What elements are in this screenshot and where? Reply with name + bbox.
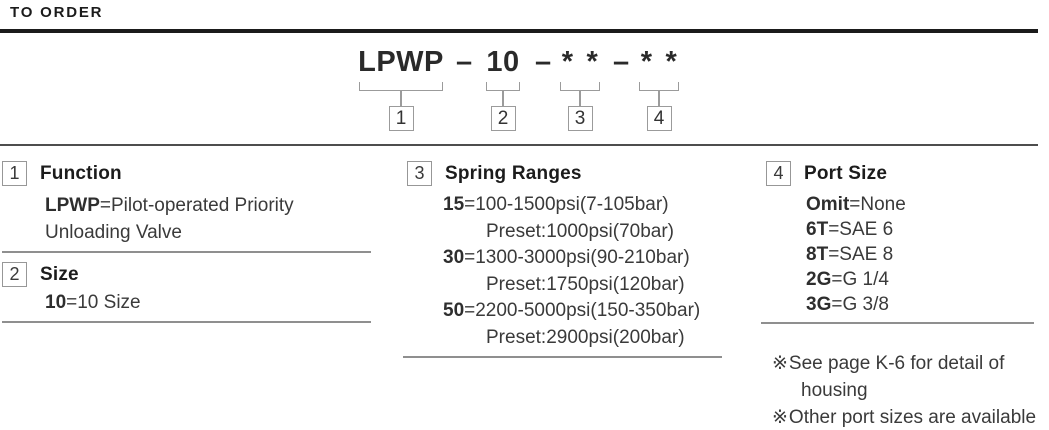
spring-row-3-range <box>403 298 722 325</box>
spring-row-1-range <box>403 192 722 219</box>
note-housing-line-2: housing <box>801 380 868 401</box>
asterisk-icon: * <box>561 46 574 78</box>
spring-range-50: =2200-5000psi(150-350bar) <box>464 300 701 321</box>
function-code: LPWP <box>45 195 100 216</box>
spring-row-3-preset: Preset:2900psi(200bar) <box>486 326 685 348</box>
port-code-omit: Omit <box>806 194 850 215</box>
section-title-port: Port Size <box>804 162 888 184</box>
asterisk-icon: * <box>665 46 678 78</box>
section-size-body <box>2 290 371 316</box>
bracket-stem-2 <box>502 91 504 106</box>
function-line-2: Unloading Valve <box>45 222 182 243</box>
reference-mark-icon: ※ <box>772 353 788 374</box>
section-function-body <box>2 192 371 246</box>
section-title-function: Function <box>40 162 122 184</box>
note-other-ports-text: Other port sizes are available <box>788 407 1037 428</box>
code-stars-spring <box>562 47 599 77</box>
code-ref-number-3: 3 <box>574 107 586 129</box>
column-function-size <box>2 161 371 323</box>
note-housing-text: See page K-6 for detail of <box>788 353 1005 374</box>
port-row-8t <box>806 242 1034 267</box>
section-size-header <box>2 262 371 287</box>
code-ref-number-2: 2 <box>497 107 509 129</box>
asterisk-icon: * <box>586 46 599 78</box>
spring-row-1-preset: Preset:1000psi(70bar) <box>486 220 674 242</box>
code-segment-spring <box>560 47 600 131</box>
section-number-3: 3 <box>414 163 425 183</box>
section-spring-header <box>403 161 722 186</box>
notes <box>761 350 1037 430</box>
section-number-box-4 <box>766 161 791 186</box>
size-desc: =10 Size <box>66 292 141 313</box>
spring-range-30: =1300-3000psi(90-210bar) <box>464 247 690 268</box>
port-row-3g <box>806 292 1034 317</box>
bracket-stem-4 <box>658 91 660 106</box>
code-ref-box-2 <box>491 106 516 131</box>
code-dash-2: – <box>535 46 552 78</box>
code-segment-size <box>486 47 520 131</box>
section-number-4: 4 <box>773 163 784 183</box>
bracket-stem-1 <box>400 91 402 106</box>
section-number-2: 2 <box>9 264 20 284</box>
section-port-size <box>761 161 1034 324</box>
code-ref-box-3 <box>568 106 593 131</box>
bracket-stem-3 <box>579 91 581 106</box>
port-desc-3g: =G 3/8 <box>831 294 889 315</box>
code-segment-port <box>639 47 679 131</box>
code-ref-number-4: 4 <box>653 107 665 129</box>
section-function-header <box>2 161 371 186</box>
note-other-ports <box>772 404 1037 430</box>
code-size: 10 <box>486 46 520 78</box>
code-dash-3: – <box>613 46 630 78</box>
spring-code-30: 30 <box>443 247 465 268</box>
model-code-diagram <box>0 47 1049 137</box>
port-code-2g: 2G <box>806 269 832 290</box>
reference-mark-icon: ※ <box>772 407 788 428</box>
port-row-6t <box>806 217 1034 242</box>
function-line-1 <box>45 192 371 219</box>
note-housing-line-1 <box>772 350 1034 377</box>
port-code-8t: 8T <box>806 244 829 265</box>
note-housing <box>772 350 1034 404</box>
code-ref-box-4 <box>647 106 672 131</box>
note-other-ports-line <box>772 404 1037 430</box>
code-stars-port <box>641 47 678 77</box>
port-desc-6t: =SAE 6 <box>828 219 894 240</box>
spring-code-15: 15 <box>443 194 465 215</box>
code-dash-1: – <box>456 46 473 78</box>
section-title-size: Size <box>40 263 79 285</box>
header-rule <box>0 29 1038 33</box>
section-divider-rule <box>0 144 1038 146</box>
bracket-line-4 <box>639 82 679 91</box>
port-desc-omit: =None <box>849 194 906 215</box>
section-number-box-2 <box>2 262 27 287</box>
section-size <box>2 262 371 323</box>
page-title: TO ORDER <box>10 4 104 21</box>
section-port-header <box>761 161 1034 186</box>
port-desc-8t: =SAE 8 <box>828 244 894 265</box>
bracket-line-1 <box>359 82 443 91</box>
spring-range-15: =100-1500psi(7-105bar) <box>464 194 669 215</box>
spring-row-2-range <box>403 245 722 272</box>
section-number-1: 1 <box>9 163 20 183</box>
section-number-box-1 <box>2 161 27 186</box>
port-desc-2g: =G 1/4 <box>831 269 889 290</box>
code-prefix: LPWP <box>358 46 444 78</box>
port-code-3g: 3G <box>806 294 832 315</box>
function-desc: =Pilot-operated Priority <box>99 195 294 216</box>
section-number-box-3 <box>407 161 432 186</box>
port-code-6t: 6T <box>806 219 829 240</box>
size-code: 10 <box>45 292 67 313</box>
size-line-1 <box>45 290 371 316</box>
column-spring-ranges <box>403 161 722 358</box>
asterisk-icon: * <box>640 46 653 78</box>
column-port-size <box>761 161 1037 430</box>
section-spring-ranges <box>403 161 722 358</box>
port-row-omit <box>806 192 1034 217</box>
section-function <box>2 161 371 253</box>
code-ref-box-1 <box>389 106 414 131</box>
spring-row-2-preset: Preset:1750psi(120bar) <box>486 273 685 295</box>
bracket-line-3 <box>560 82 600 91</box>
section-port-body <box>761 192 1034 317</box>
port-row-2g <box>806 267 1034 292</box>
bracket-line-2 <box>486 82 520 91</box>
section-spring-body <box>403 192 722 351</box>
spring-code-50: 50 <box>443 300 465 321</box>
code-ref-number-1: 1 <box>395 107 407 129</box>
section-title-spring: Spring Ranges <box>445 162 582 184</box>
code-segment-function <box>359 47 443 131</box>
